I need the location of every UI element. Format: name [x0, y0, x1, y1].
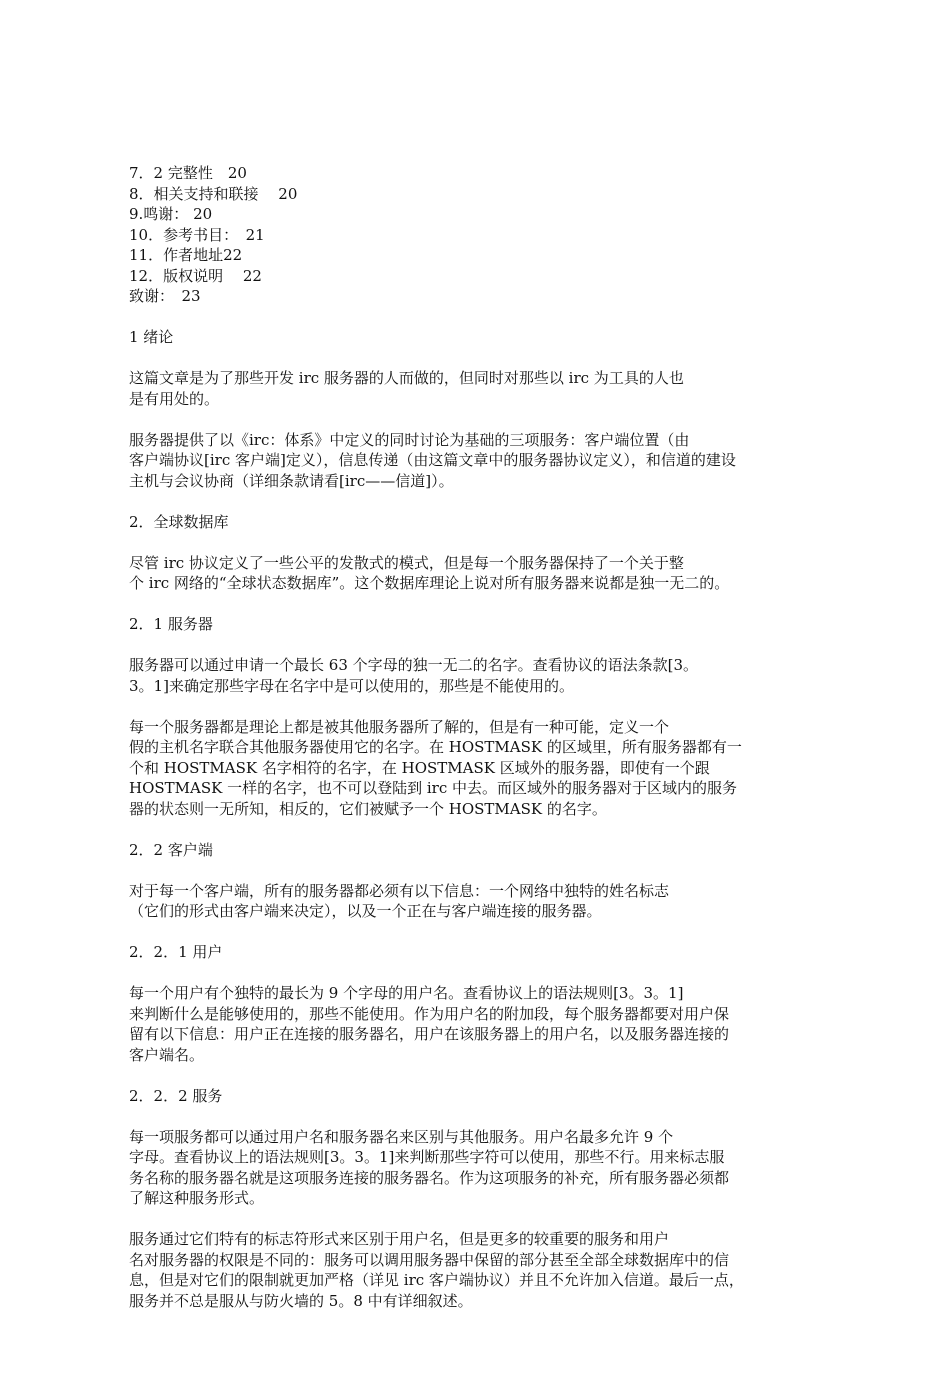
text-line: 器的状态则一无所知，相反的，它们被赋予一个 HOSTMASK 的名字。: [129, 799, 607, 818]
toc-entry: 12．版权说明 22: [129, 266, 262, 285]
table-of-contents: [129, 163, 829, 307]
text-line: 尽管 irc 协议定义了一些公平的发散式的模式，但是每一个服务器保持了一个关于整: [129, 553, 684, 572]
text-line: 2．2 客户端: [129, 840, 213, 859]
paragraph: [129, 881, 829, 922]
paragraph: [129, 717, 829, 820]
paragraph: [129, 983, 829, 1065]
text-line: 个 irc 网络的“全球状态数据库”。这个数据库理论上说对所有服务器来说都是独一无二的。: [129, 574, 730, 592]
text-line: （它们的形式由客户端来决定），以及一个正在与客户端连接的服务器。: [129, 902, 602, 920]
text-line: 来判断什么是能够使用的，那些不能使用。作为用户名的附加段，每个服务器都要对用户保: [129, 1004, 730, 1023]
text-line: 客户端协议[irc 客户端]定义），信息传递（由这篇文章中的服务器协议定义），和信道的建设: [129, 451, 736, 469]
paragraph: [129, 1229, 829, 1311]
text-line: 服务器提供了以《irc：体系》中定义的同时讨论为基础的三项服务：客户端位置（由: [129, 430, 690, 449]
text-line: 2．2．2 服务: [129, 1086, 223, 1105]
text-line: 务名称的服务器名就是这项服务连接的服务器名。作为这项服务的补充，所有服务器必须都: [129, 1168, 730, 1187]
text-line: 2．1 服务器: [129, 615, 213, 633]
paragraph: [129, 553, 829, 594]
text-line: 是有用处的。: [129, 389, 220, 408]
text-line: 服务并不总是服从与防火墙的 5。8 中有详细叙述。: [129, 1291, 473, 1310]
text-line: 这篇文章是为了那些开发 irc 服务器的人而做的，但同时对那些以 irc 为工具的人也: [129, 369, 684, 387]
section-heading: [129, 942, 829, 963]
text-line: 了解这种服务形式。: [129, 1189, 265, 1207]
toc-entry: 11．作者地址22: [129, 246, 243, 264]
text-line: 字母。查看协议上的语法规则[3。3。1]来判断那些字符可以使用，那些不行。用来标志服: [129, 1148, 725, 1166]
paragraph: [129, 655, 829, 696]
text-line: 留有以下信息：用户正在连接的服务器名，用户在该服务器上的用户名，以及服务器连接的: [129, 1025, 730, 1043]
document-page: [129, 163, 829, 1332]
section-heading: [129, 840, 829, 861]
text-line: 对于每一个客户端，所有的服务器都必须有以下信息：一个网络中独特的姓名标志: [129, 881, 670, 900]
toc-entry: 8．相关支持和联接 20: [129, 184, 298, 203]
section-heading: [129, 1086, 829, 1107]
paragraph: [129, 368, 829, 409]
text-line: 名对服务器的权限是不同的：服务可以调用服务器中保留的部分甚至全部全球数据库中的信: [129, 1250, 730, 1269]
section-heading: [129, 512, 829, 533]
section-heading: [129, 614, 829, 635]
paragraph: [129, 430, 829, 492]
text-line: 3。1]来确定那些字母在名字中是可以使用的，那些是不能使用的。: [129, 676, 574, 695]
text-line: 服务器可以通过申请一个最长 63 个字母的独一无二的名字。查看协议的语法条款[3。: [129, 656, 699, 674]
text-line: 每一个用户有个独特的最长为 9 个字母的用户名。查看协议上的语法规则[3。3。1]: [129, 984, 684, 1002]
text-line: 1 绪论: [129, 328, 174, 346]
text-line: 2．全球数据库: [129, 512, 229, 531]
toc-entry: 致谢： 23: [129, 287, 201, 305]
section-heading: [129, 327, 829, 348]
text-line: 每一项服务都可以通过用户名和服务器名来区别与其他服务。用户名最多允许 9 个: [129, 1127, 674, 1146]
text-line: 客户端名。: [129, 1045, 205, 1064]
text-line: 服务通过它们特有的标志符形式来区别于用户名，但是更多的较重要的服务和用户: [129, 1230, 670, 1248]
text-line: HOSTMASK 一样的名字，也不可以登陆到 irc 中去。而区域外的服务器对于区域内的服务: [129, 779, 738, 797]
text-line: 每一个服务器都是理论上都是被其他服务器所了解的，但是有一种可能，定义一个: [129, 717, 670, 736]
text-line: 个和 HOSTMASK 名字相符的名字，在 HOSTMASK 区域外的服务器，即使有一个跟: [129, 758, 710, 777]
text-line: 主机与会议协商（详细条款请看[irc——信道]）。: [129, 471, 454, 490]
paragraph: [129, 1127, 829, 1209]
toc-entry: 7．2 完整性 20: [129, 164, 247, 182]
toc-entry: 10．参考书目： 21: [129, 225, 265, 244]
toc-entry: 9.鸣谢： 20: [129, 205, 213, 223]
text-line: 息，但是对它们的限制就更加严格（详见 irc 客户端协议）并且不允许加入信道。最后一点，: [129, 1271, 744, 1289]
text-line: 假的主机名字联合其他服务器使用它的名字。在 HOSTMASK 的区域里，所有服务器都有一: [129, 738, 742, 756]
text-line: 2．2．1 用户: [129, 943, 223, 961]
